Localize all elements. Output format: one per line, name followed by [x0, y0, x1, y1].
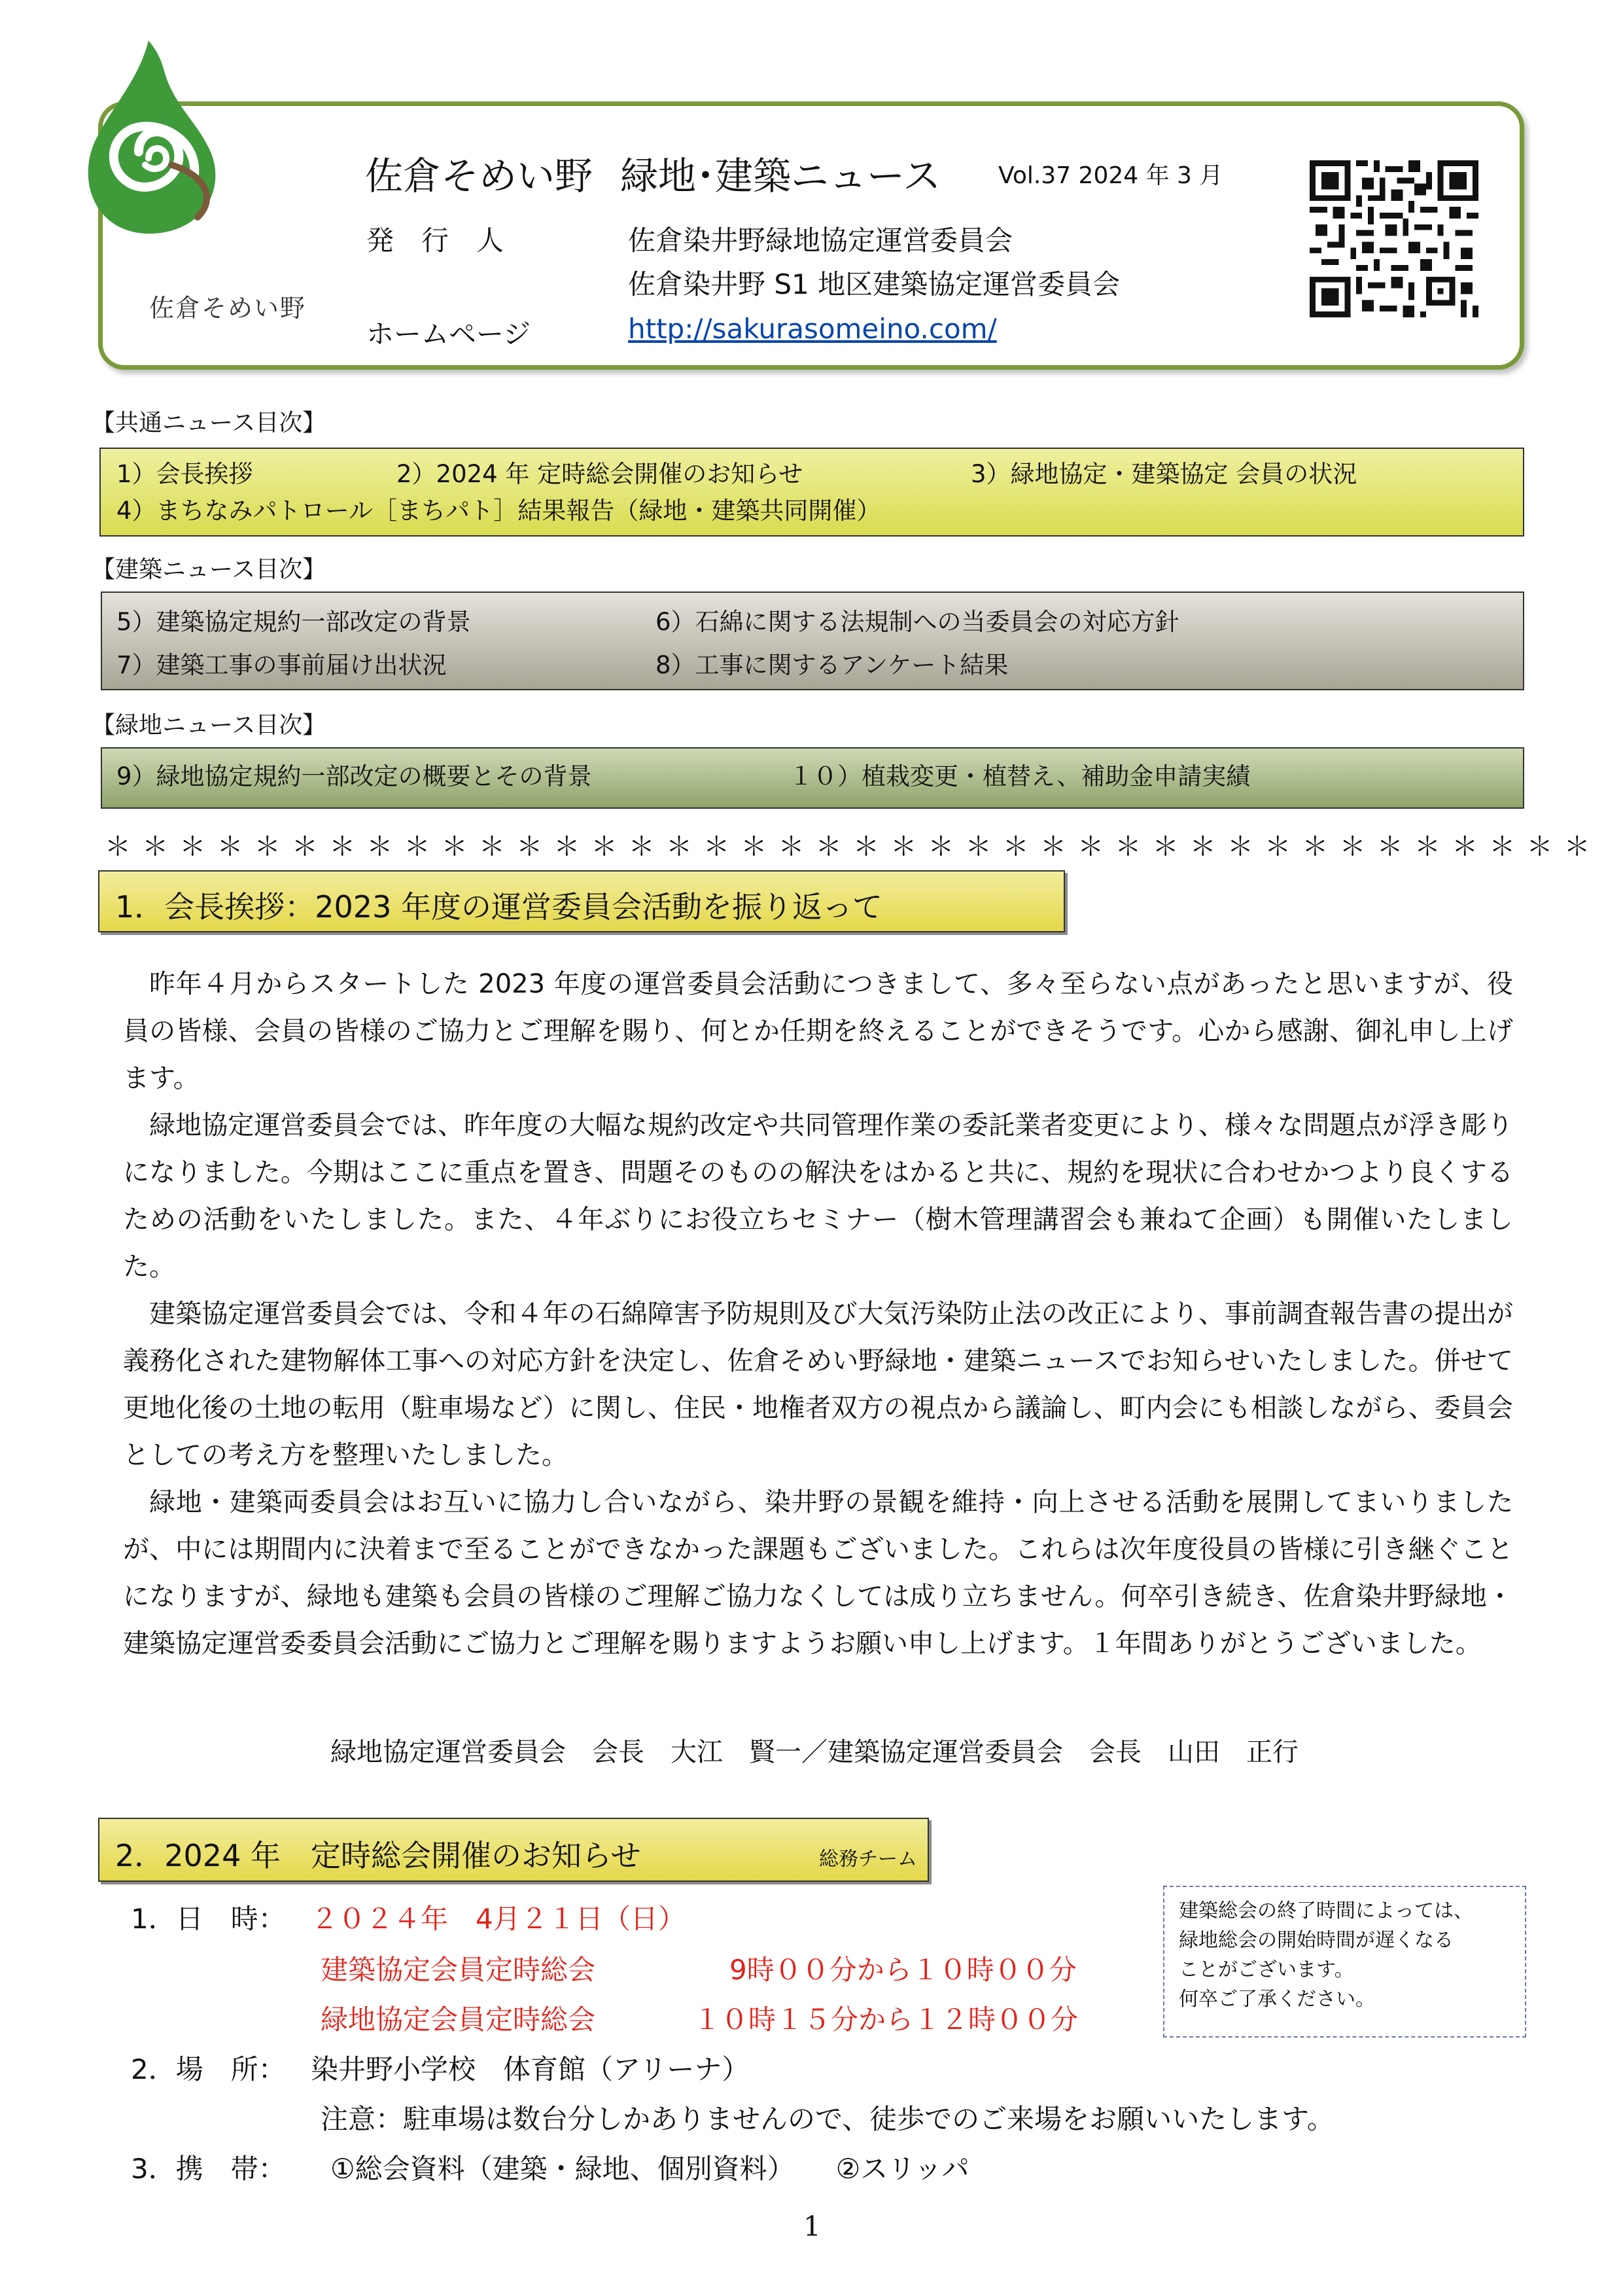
homepage-link[interactable]: http://sakurasomeino.com/	[628, 313, 997, 345]
toc-item[interactable]: １０）植栽変更・植替え、補助金申請実績	[789, 762, 1251, 790]
toc-item[interactable]: 7）建築工事の事前届け出状況	[116, 651, 447, 679]
toc-item[interactable]: 5）建築協定規約一部改定の背景	[116, 608, 471, 636]
note-line: 建築総会の終了時間によっては、	[1179, 1899, 1473, 1922]
section-2-heading	[98, 1818, 929, 1882]
greeting-paragraph-3: 建築協定運営委員会では、令和４年の石綿障害予防規則及び大気汚染防止法の改正により、事前調査報告書の提出が義務化された建物解体工事への対応方針を決定し、佐倉そめい野緑地・建築ニュースでお知らせいたしました。併せて更地化後の土地の転用（駐車場など）に関し、住民・地権者双方の視点から議論し、町内会にも相談しながら、委員会としての考え方を整理いたしました。	[123, 1299, 1513, 1470]
green-meeting-time: １０時１５分から１２時００分	[693, 2004, 1079, 2036]
publisher-label: 発 行 人	[366, 224, 504, 256]
toc-green-box	[101, 747, 1524, 809]
asterisk-divider: ＊＊＊＊＊＊＊＊＊＊＊＊＊＊＊＊＊＊＊＊＊＊＊＊＊＊＊＊＊＊＊＊＊＊＊＊＊＊＊＊	[105, 832, 1601, 862]
signature-line: 緑地協定運営委員会 会長 大江 賢一／建築協定運営委員会 会長 山田 正行	[330, 1737, 1299, 1767]
toc-common-box	[99, 448, 1524, 537]
qr-code-icon	[1308, 160, 1480, 317]
section-2-team: 総務チーム	[819, 1848, 917, 1871]
bring-value: ①総会資料（建築・緑地、個別資料） ②スリッパ	[330, 2153, 969, 2185]
homepage-label: ホームページ	[366, 318, 531, 350]
note-line: 何卒ご了承ください。	[1179, 1988, 1375, 2011]
bring-label: 3．携 帯：	[131, 2153, 286, 2185]
note-line: ことがございます。	[1179, 1958, 1354, 1981]
note-line: 緑地総会の開始時間が遅くなる	[1179, 1929, 1454, 1952]
green-meeting-label: 緑地協定会員定時総会	[321, 2004, 596, 2036]
toc-item[interactable]: 4）まちなみパトロール［まちパト］結果報告（緑地・建築共同開催）	[116, 497, 881, 525]
place-value: 染井野小学校 体育館（アリーナ）	[311, 2053, 750, 2085]
toc-item[interactable]: 8）工事に関するアンケート結果	[655, 651, 1009, 679]
page-number: 1	[803, 2210, 821, 2242]
section-1-title: 1．会長挨拶：2023 年度の運営委員会活動を振り返って	[115, 889, 882, 925]
toc-common-heading: 【共通ニュース目次】	[92, 410, 326, 436]
publisher-green: 佐倉染井野緑地協定運営委員会	[628, 224, 1013, 256]
place-label: 2．場 所：	[131, 2053, 286, 2085]
date-label: 1．日 時：	[131, 1903, 286, 1935]
timing-note-box	[1163, 1886, 1526, 2038]
title-news: 緑地･建築ニュース	[620, 154, 941, 198]
newsletter-title	[365, 145, 941, 200]
sakura-someino-logo-icon	[41, 34, 250, 250]
greeting-paragraph-1: 昨年４月からスタートした 2023 年度の運営委員会活動につきまして、多々至らない点があったと思いますが、役員の皆様、会員の皆様のご協力とご理解を賜り、何とか任期を終えることができそうです。心から感謝、御礼申し上げます。	[123, 969, 1513, 1093]
toc-item[interactable]: 9）緑地協定規約一部改定の概要とその背景	[116, 762, 592, 790]
section-2-title: 2．2024 年 定時総会開催のお知らせ	[115, 1838, 641, 1873]
toc-item[interactable]: 1）会長挨拶	[116, 460, 253, 488]
title-place: 佐倉そめい野	[365, 154, 593, 198]
logo-caption: 佐倉そめい野	[149, 294, 307, 323]
publisher-building: 佐倉染井野 S1 地区建築協定運営委員会	[628, 268, 1121, 300]
toc-building-box	[101, 592, 1524, 690]
section-1-heading	[98, 870, 1065, 932]
issue-volume-date: Vol.37 2024 年 3 月	[998, 162, 1223, 189]
building-meeting-time: 9時００分から１０時００分	[729, 1954, 1077, 1986]
toc-item[interactable]: 3）緑地協定・建築協定 会員の状況	[971, 460, 1357, 488]
toc-building-heading: 【建築ニュース目次】	[92, 556, 326, 583]
parking-note: 注意：駐車場は数台分しかありませんので、徒歩でのご来場をお願いいたします。	[321, 2103, 1335, 2135]
greeting-paragraph-4: 緑地・建築両委員会はお互いに協力し合いながら、染井野の景観を維持・向上させる活動を展開してまいりましたが、中には期間内に決着まで至ることができなかった課題もございました。これらは次年度役員の皆様に引き継ぐことになりますが、緑地も建築も会員の皆様のご理解ご協力なくしては成り立ちません。何卒引き続き、佐倉染井野緑地・建築協定運営委委員会活動にご協力とご理解を賜りますようお願い申し上げます。１年間ありがとうございました。	[123, 1487, 1513, 1659]
greeting-paragraph-2: 緑地協定運営委員会では、昨年度の大幅な規約改定や共同管理作業の委託業者変更により、様々な問題点が浮き彫りになりました。今期はここに重点を置き、問題そのものの解決をはかると共に、規約を現状に合わせかつより良くするための活動をいたしました。また、４年ぶりにお役立ちセミナー（樹木管理講習会も兼ねて企画）も開催いたしました。	[123, 1110, 1513, 1282]
date-value: ２０２４年 4月２１日（日）	[311, 1903, 686, 1935]
building-meeting-label: 建築協定会員定時総会	[321, 1954, 596, 1986]
toc-item[interactable]: 6）石綿に関する法規制への当委員会の対応方針	[655, 608, 1179, 636]
toc-green-heading: 【緑地ニュース目次】	[92, 712, 326, 739]
toc-item[interactable]: 2）2024 年 定時総会開催のお知らせ	[396, 460, 803, 488]
